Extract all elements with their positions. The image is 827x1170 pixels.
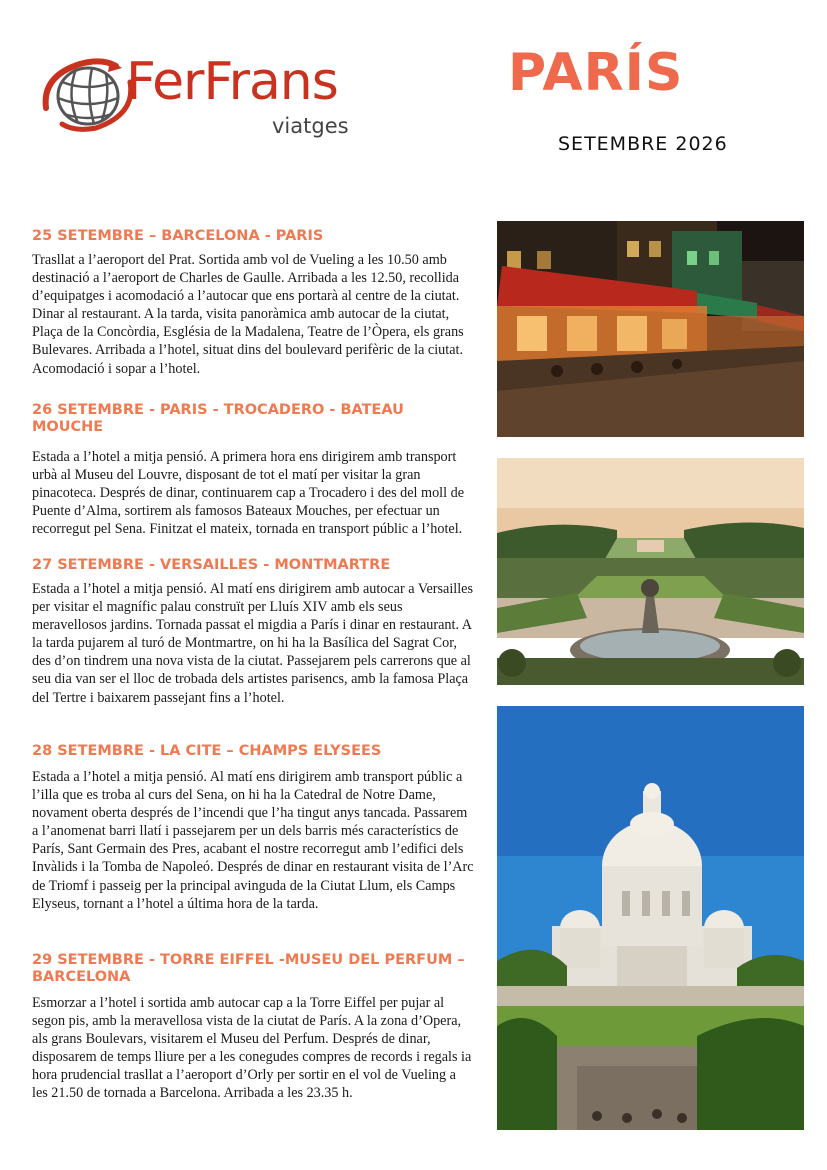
day-section-4 — [32, 743, 474, 913]
day-description: Esmorzar a l’hotel i sortida amb autocar cap a la Torre Eiffel per pujar al segon pis, amb la meravellosa vista de la ciutat de París. A la zona d’Opera, als grans Boulevars, visitarem el Museu del Perfum. Després de dinar, disposarem de temps lliure per a les conegudes compres de records i regals ia hora prudencial trasllat a l’aeroport d’Orly per sortir en el vol de Vueling a les 21.50 de tornada a Barcelona. Arribada a les 23.35 h. — [32, 995, 472, 1102]
day-description: Estada a l’hotel a mitja pensió. A primera hora ens dirigirem amb transport urbà al Museu del Louvre, disposant de tot el matí per visitar la gran pinacoteca. Després de dinar, continuarem cap a Trocadero i des del moll de Puente d’Alma, sortirem als famosos Bateaux Mouches, per efectuar un recorregut pel Sena. Finitzat el mateix, tornada en transport públic a l’hotel. — [32, 449, 464, 538]
page-date: SETEMBRE 2026 — [558, 133, 728, 155]
day-section-2 — [32, 402, 474, 538]
brand-subtitle: viatges — [272, 114, 349, 138]
day-section-1 — [32, 228, 474, 378]
day-heading: 25 SETEMBRE – BARCELONA - PARIS — [32, 228, 324, 244]
brand-logo — [40, 50, 370, 145]
day-section-3 — [32, 557, 474, 707]
day-heading: 29 SETEMBRE - TORRE EIFFEL -MUSEU DEL PERFUM – BARCELONA — [32, 952, 465, 985]
globe-logo-icon — [40, 56, 136, 132]
brand-name: FerFrans — [126, 52, 338, 112]
day-description: Estada a l’hotel a mitja pensió. Al matí ens dirigirem amb transport públic a l’illa que es troba al curs del Sena, on hi ha la Catedral de Notre Dame, novament oberta després de l’incendi que l’ha tingut anys tancada. Passarem a l’anomenat barri llatí i passejarem per un dels barris més característics de París, Sant Germain des Pres, acabant el nostre recorregut amb l’edifici dels Invàlids i la Tomba de Napoleó. Després de dinar en restaurant visita de l’Arc de Triomf i passeig per la principal avinguda de la Ciutat Llum, els Camps Elyseus, tornant a l’hotel a última hora de la tarda. — [32, 769, 474, 912]
day-section-5 — [32, 952, 474, 1103]
page-title: PARÍS — [508, 43, 684, 103]
day-heading: 27 SETEMBRE - VERSAILLES - MONTMARTRE — [32, 557, 391, 573]
day-description: Trasllat a l’aeroport del Prat. Sortida amb vol de Vueling a les 10.50 amb destinació a l’aeroport de Charles de Gaulle. Arribada a les 12.50, recollida d’equipatges i acomodació a l’autocar que ens portarà al centre de la ciutat. Dinar al restaurant. A la tarda, visita panoràmica amb autocar de la ciutat, Plaça de la Concòrdia, Església de la Madalena, Teatre de l’Òpera, els grans Bulevares. Arribada a l’hotel, situat dins del boulevard perifèric de la ciutat. Acomodació i sopar a l’hotel. — [32, 252, 464, 377]
day-heading: 28 SETEMBRE - LA CITE – CHAMPS ELYSEES — [32, 743, 382, 759]
day-description: Estada a l’hotel a mitja pensió. Al matí ens dirigirem amb autocar a Versailles per visitar el magnífic palau construït per Lluís XIV amb els seus meravellosos jardins. Tornada passat el migdia a París i dinar en restaurant. A la tarda pujarem al turó de Montmartre, on hi ha la Basílica del Sagrat Cor, des d’on tindrem una nova vista de la ciutat. Passejarem pels carrerons que al seu dia van ser el lloc de trobada dels artistes parisencs, amb la famosa Plaça del Tertre i baixarem passejant fins a l’hotel. — [32, 581, 473, 706]
photo-sacre-coeur — [497, 706, 804, 1130]
photo-versailles-gardens — [497, 458, 804, 685]
photo-paris-cafe-night — [497, 221, 804, 437]
day-heading: 26 SETEMBRE - PARIS - TROCADERO - BATEAU MOUCHE — [32, 402, 404, 435]
